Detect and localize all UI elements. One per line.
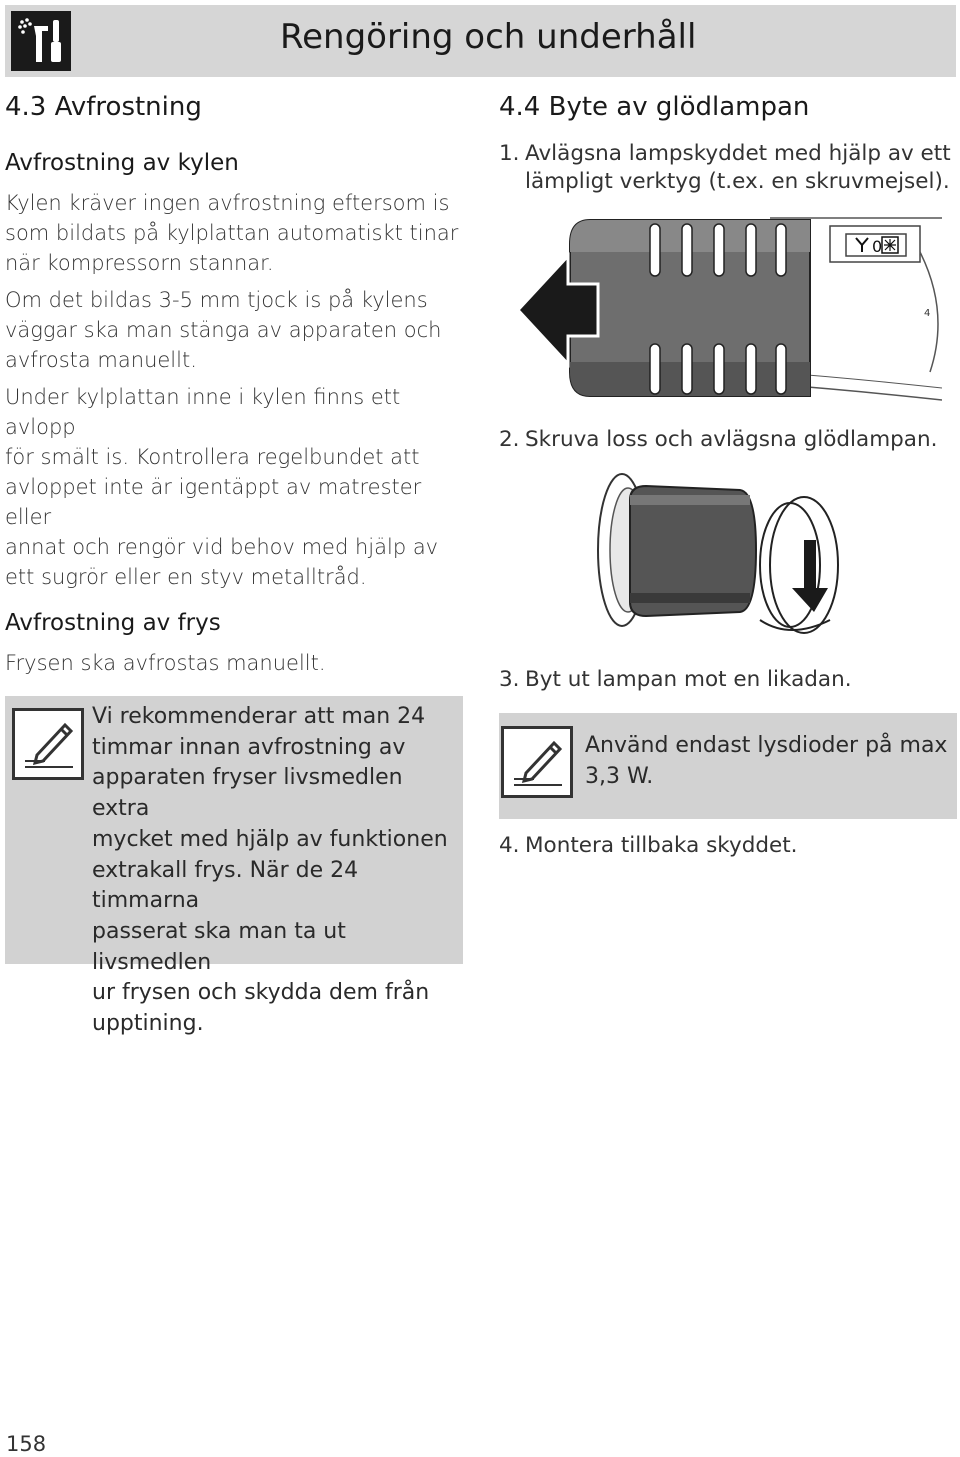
note-line: passerat ska man ta ut livsmedlen — [92, 918, 346, 975]
freezer-defrost-heading: Avfrostning av frys — [5, 610, 221, 636]
snowflake-icon — [882, 237, 898, 253]
section-title-defrosting: 4.3 Avfrostning — [5, 92, 202, 122]
fridge-paragraph-3 — [5, 382, 467, 592]
defrosting-section — [5, 92, 467, 1037]
step-4 — [499, 832, 957, 860]
fridge-paragraph-2 — [5, 285, 467, 375]
note-line: 3,3 W. — [585, 763, 654, 789]
lamp-cover-illustration — [510, 212, 942, 408]
fridge-defrost-heading: Avfrostning av kylen — [5, 150, 239, 176]
section-title-bulb: 4.4 Byte av glödlampan — [499, 92, 810, 122]
text-line: som bildats på kylplattan automatiskt tinar — [5, 221, 459, 245]
step-4-wrapper — [499, 832, 957, 860]
page-header — [5, 5, 956, 77]
rotate-arrow-icon — [792, 540, 828, 612]
note-line: Vi rekommenderar att man 24 — [92, 704, 426, 729]
bulb-replacement-section — [499, 92, 957, 196]
step-2 — [499, 426, 957, 454]
text-line: ett sugrör eller en styv metalltråd. — [5, 565, 367, 589]
step-text: Avlägsna lampskyddet med hjälp av ett — [525, 141, 951, 166]
note-box-bulb — [499, 713, 957, 819]
text-line: när kompressorn stannar. — [5, 251, 274, 275]
note-line: ur frysen och skydda dem från — [92, 980, 430, 1006]
step-2-wrapper — [499, 426, 957, 454]
page-title: Rengöring och underhåll — [280, 17, 697, 57]
step-number: 1. — [499, 141, 520, 166]
note-text-bulb — [585, 731, 953, 792]
fridge-paragraph-1 — [5, 188, 467, 278]
note-line: mycket med hjälp av funktionen — [92, 826, 448, 852]
note-box-defrost — [5, 696, 463, 1037]
panel-label: 0 — [872, 237, 883, 256]
text-line: för smält is. Kontrollera regelbundet att — [5, 445, 420, 469]
cleaning-tools-icon — [11, 11, 71, 71]
step-3-wrapper — [499, 666, 957, 694]
note-pencil-icon — [12, 708, 84, 780]
note-line: upptining. — [92, 1011, 204, 1037]
text-line: Kylen kräver ingen avfrostning eftersom is — [5, 191, 450, 215]
step-number: 3. — [499, 667, 520, 692]
note-text-defrost — [92, 702, 462, 1040]
text-line: Om det bildas 3-5 mm tjock is på kylens — [5, 288, 428, 312]
step-number: 4. — [499, 833, 520, 858]
note-line: Använd endast lysdioder på max — [585, 733, 948, 758]
fan-icon — [856, 238, 868, 252]
step-text: lämpligt verktyg (t.ex. en skruvmejsel). — [525, 169, 950, 194]
text-line: avloppet inte är igentäppt av matrester eller — [5, 475, 422, 529]
dial-mark: 4 — [924, 308, 931, 319]
text-line: annat och rengör vid behov med hjälp av — [5, 535, 439, 559]
note-line: extrakall frys. När de 24 timmarna — [92, 857, 359, 914]
step-text: Byt ut lampan mot en likadan. — [525, 667, 852, 692]
step-text: Skruva loss och avlägsna glödlampan. — [525, 427, 938, 452]
step-1 — [499, 140, 957, 196]
bulb-illustration — [590, 470, 860, 640]
step-text: Montera tillbaka skyddet. — [525, 833, 798, 858]
text-line: avfrosta manuellt. — [5, 348, 197, 372]
note-line: apparaten fryser livsmedlen extra — [92, 765, 403, 822]
step-number: 2. — [499, 427, 520, 452]
freezer-text: Frysen ska avfrostas manuellt. — [5, 651, 326, 675]
step-3 — [499, 666, 957, 694]
note-line: timmar innan avfrostning av — [92, 734, 406, 760]
note-pencil-icon — [501, 726, 573, 798]
page-number: 158 — [6, 1432, 47, 1456]
text-line: Under kylplattan inne i kylen finns ett avlopp — [5, 385, 401, 439]
text-line: väggar ska man stänga av apparaten och — [5, 318, 442, 342]
